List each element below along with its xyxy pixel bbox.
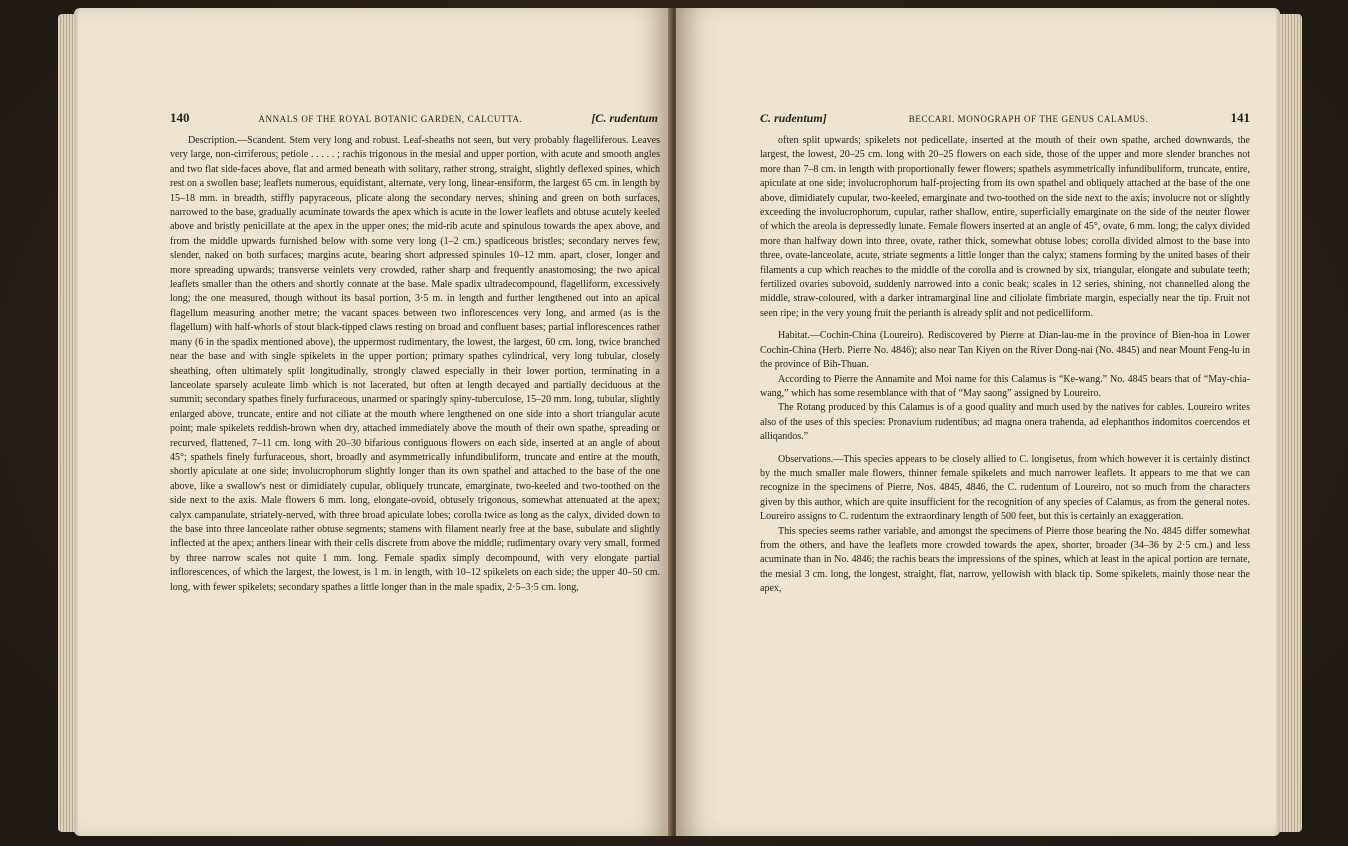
species-tag: C. rudentum] <box>760 111 827 125</box>
paragraph-habitat: Habitat.—Cochin-China (Loureiro). Rediscovered by Pierre at Dian-lau-me in the province of Bien-hoa in Lower Cochin-China (Herb. Pierre No. 4846); also near Tan Kiyen on the River Dong-nai (No. 4845) and near Mount Feng-lu in the province of Bih-Thuan. <box>760 330 1250 371</box>
right-page <box>676 8 1276 836</box>
paragraph: often split upwards; spikelets not pedicellate, inserted at the mouth of their own spathe, arched downwards, the largest, the lowest, 20–25 cm. long with 20–25 flowers on each side, those of the upper and more slender branches not more than 7–8 cm. in length with proportionally fewer flowers; spathels asymmetrically infundibuliform, truncate, entire, apiculate at one side; involucrophorum half-projecting from its own spathel and obliquely attached at the base of the one above, dimidiately cupular, two-keeled, emarginate and two-toothed on the side next to the axis; involucre not or slightly exceeding the involucrophorum, cupular, rather shallow, entire, superficially emarginate on the side of the neuter flower of which the areola is depressedly lunate. Female flowers inserted at an angle of 45°, ovate, 6 mm. long; the calyx divided more than halfway down into three, ovate, rather thick, somewhat obtuse lobes; corolla divided almost to the base into three, ovate-lanceolate, acute, striate segments a little longer than the calyx; stamens forming by the united bases of their filaments a cup which reaches to the middle of the corolla and is crowned by six, triangular, elongate and subulate teeth; fertilized ovaries subovoid, suddenly narrowed into a conic beak; scales in 12 series, shining, not channelled along the middle, straw-coloured, with a darker intramarginal line and ciliolate fimbriate margin, especially near the tip. Fruit not seen ripe; in the very young fruit the perianth is already split and not pedicelliform. <box>760 135 1250 319</box>
left-page-body <box>170 134 660 595</box>
running-head: ANNALS OF THE ROYAL BOTANIC GARDEN, CALCUTTA. <box>258 114 523 124</box>
left-page <box>78 8 672 836</box>
page-edges-right <box>1276 14 1302 832</box>
species-tag: [C. rudentum <box>591 111 658 125</box>
page-number: 141 <box>1230 110 1250 125</box>
page-number: 140 <box>170 110 190 125</box>
paragraph: According to Pierre the Annamite and Moi name for this Calamus is “Ke-wang.” No. 4845 bears that of “May-chia-wang,” which has some resemblance with that of “May saong” assigned by Loureiro. <box>760 373 1250 399</box>
paragraph-observations: Observations.—This species appears to be closely allied to C. longisetus, from which however it is certainly distinct by the much smaller male flowers, thinner female spikelets and much narrower leaflets. It appears to me that we can recognize in the specimens of Pierre, Nos. 4845, 4846, the C. rudentum of Loureiro, not so much from the characters given by this author, which are quite insufficient for the recognition of any species of Calamus, as from the general notes. Loureiro assigns to C. rudentum the extraordinary length of 500 feet, but this is certainly an exaggeration. <box>760 453 1250 523</box>
left-page-header <box>170 110 658 126</box>
right-page-header <box>760 110 1250 126</box>
paragraph: The Rotang produced by this Calamus is of a good quality and much used by the natives for cables. Loureiro writes also of the uses of this species: Pronavium rudentibus; ad magna onera trahenda, ad elephanthos indomitos coercendos et alliqandos.” <box>760 402 1250 443</box>
paragraph: This species seems rather variable, and amongst the specimens of Pierre those bearing the No. 4845 differ somewhat from the others, and have the leaflets more crowded towards the apex, shorter, broader (34–36 by 2·5 cm.) and less acuminate than in No. 4846; the rachis bears the impressions of the spines, which at least in the apical portion are ternate, the mesial 3 cm. long, the longest, straight, flat, narrow, yellowish with black tip. Some spikelets, mainly those near the apex, <box>760 525 1250 595</box>
right-page-body <box>760 134 1250 597</box>
page-edges-left <box>58 14 80 832</box>
paragraph: Description.—Scandent. Stem very long and robust. Leaf-sheaths not seen, but very probably flagelliferous. Leaves very large, non-cirriferous; petiole . . . . . ; rachis trigonous in the mesial and upper portion, with acute and smooth angles and two flat side-faces above, flat and armed beneath with solitary, rather strong, straight, slightly deflexed spines, which rest on a swollen base; leaflets numerous, equidistant, alternate, very long, linear-ensiform, the largest 65 cm. in length by 15–18 mm. in breadth, stiffly papyraceous, plicate along the secondary nerves, shining and green on both surfaces, narrowed to the base, gradually acuminate towards the apex which is acute in the lower leaflets and obtuse acutely keeled above and bristly penicillate at the apex in the upper ones; the mid-rib acute and spinulous towards the apex above, and from the middle upwards furnished below with some very long (1–2 cm.) spadiceous bristles; secondary nerves few, slender, naked on both surfaces; margins acute, bearing short adpressed spinules 10–12 mm. apart, closer, longer and more spreading upwards; transverse veinlets very crowded, rather sharp and frequently anastomosing; the two apical leaflets smaller than the others and shortly connate at the base. Male spadix ultradecompound, flagelliform, excessively long; the one measured, though without its basal portion, 3·5 m. in length and further lengthened out into an apical flagellum measuring another metre; the vacant spaces between two inflorescences very long, and armed (as is the flagellum) with half-whorls of stout black-tipped claws resting on broad and confluent bases; partial inflorescences rather many (6 in the spadix mentioned above), the uppermost rudimentary, the lowest, the largest, 60 cm. long, twice branched near the base and with single spikelets in the upper portion; primary spathes cylindrical, very long tubular, closely sheathing, often ultimately split longitudinally, strongly clawed especially in their lower portion, terminating in a lanceolate sparsely aculeate limb which is not lacerated, but often at length decayed and partially deciduous at the summit; secondary spathes finely furfuraceous, unarmed or sparingly spiny-tuberculose, 15–20 mm. long, tubular, slightly enlarged above, truncate, entire and not ciliate at the mouth where lengthened on one side into a short triangular acute point; male spikelets reddish-brown when dry, attached immediately above the mouth of their own spathe, spreading or recurved, flattened, 7–11 cm. long with 20–30 bifarious contiguous flowers on each side, inserted at an angle of about 45°; spathels finely furfuraceous, short, broadly and asymmetrically infundibuliform, truncate and entire at the mouth, shortly apiculate at one side; involucrophorum slightly longer than its own spathel and attached to the base of the one above, like a swallow's nest or dimidiately cupular, obliquely truncate, emarginate, two-keeled and two-toothed on the side next to the axis. Male flowers 6 mm. long, elongate-ovoid, obtusely trigonous, somewhat attenuated at the apex; calyx campanulate, striately-nerved, with three broad apiculate lobes; corolla twice as long as the calyx, divided down to the base into three lanceolate rather obtuse segments; stamens with filament nearly free at the base, subulate and slightly inflected at the apex; anthers linear with their cells discrete from above the middle; rudimentary ovary very small, formed by three narrow scales not quite 1 mm. long. Female spadix simply decompound, with very elongate partial inflorescences, of which the largest, the lowest, is 1 m. in length, with 10–12 spikelets on each side; the upper 40–50 cm. long, with fewer spikelets; secondary spathes a little longer than in the male spadix, 2·5–3·5 cm. long, <box>170 135 660 593</box>
running-head: BECCARI. MONOGRAPH OF THE GENUS CALAMUS. <box>908 114 1149 124</box>
